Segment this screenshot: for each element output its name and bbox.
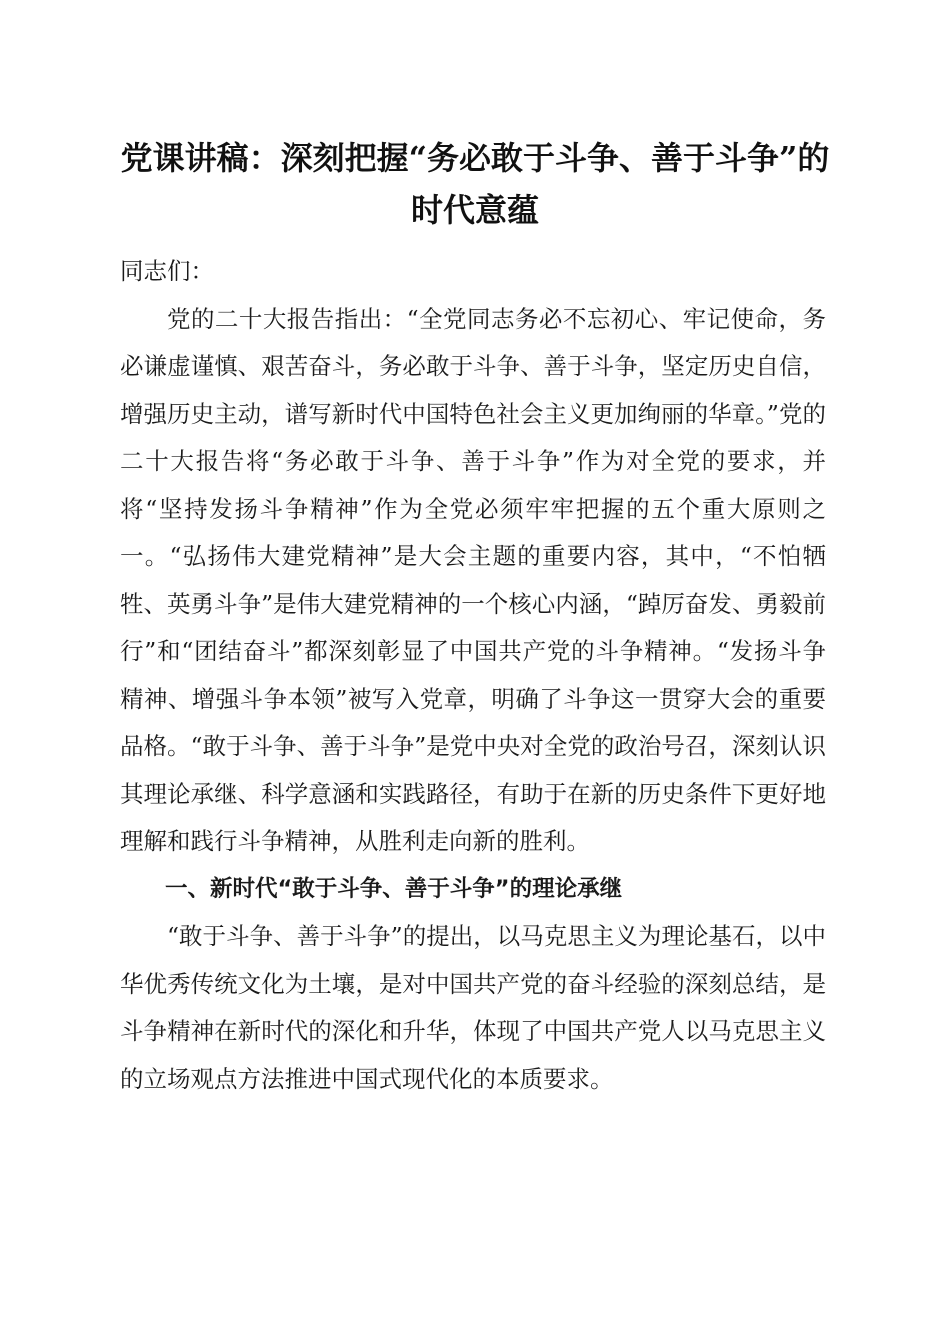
salutation: 同志们： [120,257,214,285]
document-body [120,248,826,1103]
section-heading: 一、新时代“敢于斗争、善于斗争”的理论承继 [165,875,623,902]
document-title: 党课讲稿：深刻把握“务必敢于斗争、善于斗争”的时代意蕴 [120,139,830,229]
section-paragraph: “敢于斗争、善于斗争”的提出，以马克思主义为理论基石，以中华优秀传统文化为土壤，是对中国共产党的奋斗经验的深刻总结，是斗争精神在新时代的深化和升华，体现了中国共产党人以马克思主义的立场观点方法推进中国式现代化的本质要求。 [120,922,826,1093]
body-paragraph: 党的二十大报告指出：“全党同志务必不忘初心、牢记使命，务必谦虚谨慎、艰苦奋斗，务必敢于斗争、善于斗争，坚定历史自信，增强历史主动，谱写新时代中国特色社会主义更加绚丽的华章。”党的二十大报告将“务必敢于斗争、善于斗争”作为对全党的要求，并将“坚持发扬斗争精神”作为全党必须牢牢把握的五个重大原则之一。“弘扬伟大建党精神”是大会主题的重要内容，其中，“不怕牺牲、英勇斗争”是伟大建党精神的一个核心内涵，“踔厉奋发、勇毅前行”和“团结奋斗”都深刻彰显了中国共产党的斗争精神。“发扬斗争精神、增强斗争本领”被写入党章，明确了斗争这一贯穿大会的重要品格。“敢于斗争、善于斗争”是党中央对全党的政治号召，深刻认识其理论承继、科学意涵和实践路径，有助于在新的历史条件下更好地理解和践行斗争精神，从胜利走向新的胜利。 [120,304,826,855]
